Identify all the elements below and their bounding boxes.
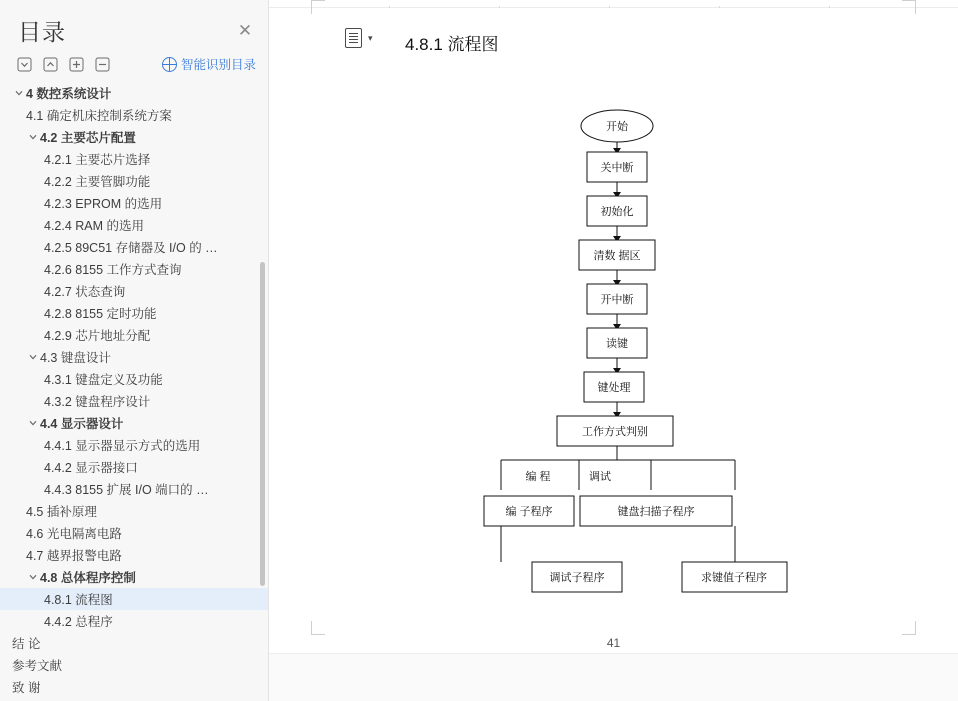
svg-text:关中断: 关中断 — [600, 162, 634, 174]
smart-outline-button[interactable] — [162, 55, 256, 73]
chevron-down-icon[interactable] — [26, 412, 40, 434]
sidebar-item-label: 4.4.2 总程序 — [44, 615, 113, 629]
sidebar-item-label: 4.2.6 8155 工作方式查询 — [44, 263, 182, 277]
sidebar-item-label: 参考文献 — [12, 659, 63, 673]
sidebar-toolbar — [0, 50, 268, 80]
page-title: 目录 — [18, 19, 66, 45]
document-view — [269, 0, 958, 701]
sidebar-item-14[interactable] — [0, 390, 268, 412]
sidebar-item-label: 4 数控系统设计 — [26, 87, 112, 101]
sidebar-item-6[interactable] — [0, 214, 268, 236]
chevron-down-icon[interactable]: ▾ — [368, 33, 373, 43]
globe-icon — [162, 57, 177, 72]
sidebar-item-label: 4.1 确定机床控制系统方案 — [26, 109, 172, 123]
sidebar-item-15[interactable] — [0, 412, 268, 434]
sidebar-item-label: 4.2.1 主要芯片选择 — [44, 153, 151, 167]
sidebar-item-23[interactable] — [0, 588, 268, 610]
sidebar-item-label: 4.2.3 EPROM 的选用 — [44, 197, 163, 211]
page-number: 41 — [606, 636, 621, 650]
sidebar-item-7[interactable] — [0, 236, 268, 258]
flowchart — [269, 70, 958, 630]
sidebar-item-12[interactable] — [0, 346, 268, 368]
svg-text:开始: 开始 — [606, 121, 628, 133]
sidebar-item-label: 4.2.2 主要管脚功能 — [44, 175, 151, 189]
sidebar-item-5[interactable] — [0, 192, 268, 214]
sidebar-item-8[interactable] — [0, 258, 268, 280]
sidebar-item-label: 4.4.1 显示器显示方式的选用 — [44, 439, 201, 453]
svg-text:编 子程序: 编 子程序 — [505, 506, 553, 518]
sidebar-item-label: 4.2.8 8155 定时功能 — [44, 307, 157, 321]
sidebar-item-27[interactable] — [0, 676, 268, 695]
outline-sidebar — [0, 0, 269, 701]
page-crop-mark-top-right — [902, 0, 916, 14]
outline-tree[interactable] — [0, 80, 268, 695]
sidebar-item-label: 4.5 插补原理 — [26, 505, 97, 519]
svg-text:编 程: 编 程 — [525, 471, 551, 483]
chevron-down-icon[interactable] — [12, 82, 26, 104]
sidebar-item-11[interactable] — [0, 324, 268, 346]
sidebar-item-22[interactable] — [0, 566, 268, 588]
sidebar-item-label: 4.8.1 流程图 — [44, 593, 113, 607]
document-icon — [345, 28, 362, 48]
sidebar-item-label: 4.2.9 芯片地址分配 — [44, 329, 151, 343]
smart-outline-label: 智能识别目录 — [180, 58, 256, 72]
sidebar-item-25[interactable] — [0, 632, 268, 654]
sidebar-item-10[interactable] — [0, 302, 268, 324]
sidebar-item-label: 4.3.1 键盘定义及功能 — [44, 373, 163, 387]
sidebar-item-label: 4.2.4 RAM 的选用 — [44, 219, 145, 233]
expand-all-icon[interactable] — [40, 55, 60, 73]
document-style-icon[interactable] — [345, 28, 373, 48]
svg-text:开中断: 开中断 — [600, 294, 634, 306]
sidebar-item-label: 4.2 主要芯片配置 — [40, 131, 136, 145]
svg-text:清数 据区: 清数 据区 — [593, 250, 641, 262]
chevron-down-icon[interactable] — [26, 566, 40, 588]
chevron-down-icon[interactable] — [26, 126, 40, 148]
svg-text:工作方式判别: 工作方式判别 — [582, 426, 648, 438]
ruler-marks — [269, 0, 958, 8]
sidebar-item-label: 4.4.3 8155 扩展 I/O 端口的 … — [44, 483, 209, 497]
sidebar-item-label: 结 论 — [12, 637, 41, 651]
sidebar-header — [0, 0, 268, 50]
sidebar-item-17[interactable] — [0, 456, 268, 478]
sidebar-item-label: 4.8 总体程序控制 — [40, 571, 136, 585]
document-ruler — [269, 0, 958, 8]
sidebar-bottom-strip — [0, 695, 269, 701]
sidebar-item-1[interactable] — [0, 104, 268, 126]
sidebar-item-2[interactable] — [0, 126, 268, 148]
svg-text:调试: 调试 — [589, 471, 611, 483]
svg-text:初始化: 初始化 — [600, 206, 634, 218]
svg-text:键处理: 键处理 — [597, 382, 631, 394]
sidebar-item-label: 4.7 越界报警电路 — [26, 549, 122, 563]
sidebar-item-20[interactable] — [0, 522, 268, 544]
sidebar-item-24[interactable] — [0, 610, 268, 632]
sidebar-item-label: 致 谢 — [12, 681, 41, 695]
sidebar-item-26[interactable] — [0, 654, 268, 676]
svg-text:键盘扫描子程序: 键盘扫描子程序 — [617, 506, 695, 518]
sidebar-item-18[interactable] — [0, 478, 268, 500]
svg-text:读键: 读键 — [606, 338, 628, 350]
sidebar-item-3[interactable] — [0, 148, 268, 170]
sidebar-item-9[interactable] — [0, 280, 268, 302]
page-gap — [269, 653, 958, 701]
remove-item-icon[interactable] — [92, 55, 112, 73]
document-heading: 4.8.1 流程图 — [405, 35, 499, 54]
sidebar-item-label: 4.4.2 显示器接口 — [44, 461, 138, 475]
sidebar-item-label: 4.2.5 89C51 存储器及 I/O 的 … — [44, 241, 218, 255]
add-item-icon[interactable] — [66, 55, 86, 73]
sidebar-item-21[interactable] — [0, 544, 268, 566]
sidebar-item-13[interactable] — [0, 368, 268, 390]
sidebar-item-16[interactable] — [0, 434, 268, 456]
page-crop-mark-top-left — [311, 0, 325, 14]
svg-text:调试子程序: 调试子程序 — [549, 572, 605, 584]
sidebar-item-label: 4.3.2 键盘程序设计 — [44, 395, 151, 409]
svg-text:求键值子程序: 求键值子程序 — [701, 572, 767, 584]
chevron-down-icon[interactable] — [26, 346, 40, 368]
sidebar-scrollbar[interactable] — [260, 262, 265, 586]
sidebar-item-4[interactable] — [0, 170, 268, 192]
sidebar-item-label: 4.6 光电隔离电路 — [26, 527, 122, 541]
sidebar-item-label: 4.4 显示器设计 — [40, 417, 124, 431]
sidebar-item-label: 4.2.7 状态查询 — [44, 285, 126, 299]
sidebar-item-label: 4.3 键盘设计 — [40, 351, 111, 365]
sidebar-item-0[interactable] — [0, 82, 268, 104]
close-icon[interactable]: ✕ — [237, 21, 253, 40]
sidebar-item-19[interactable] — [0, 500, 268, 522]
collapse-all-icon[interactable] — [14, 55, 34, 73]
